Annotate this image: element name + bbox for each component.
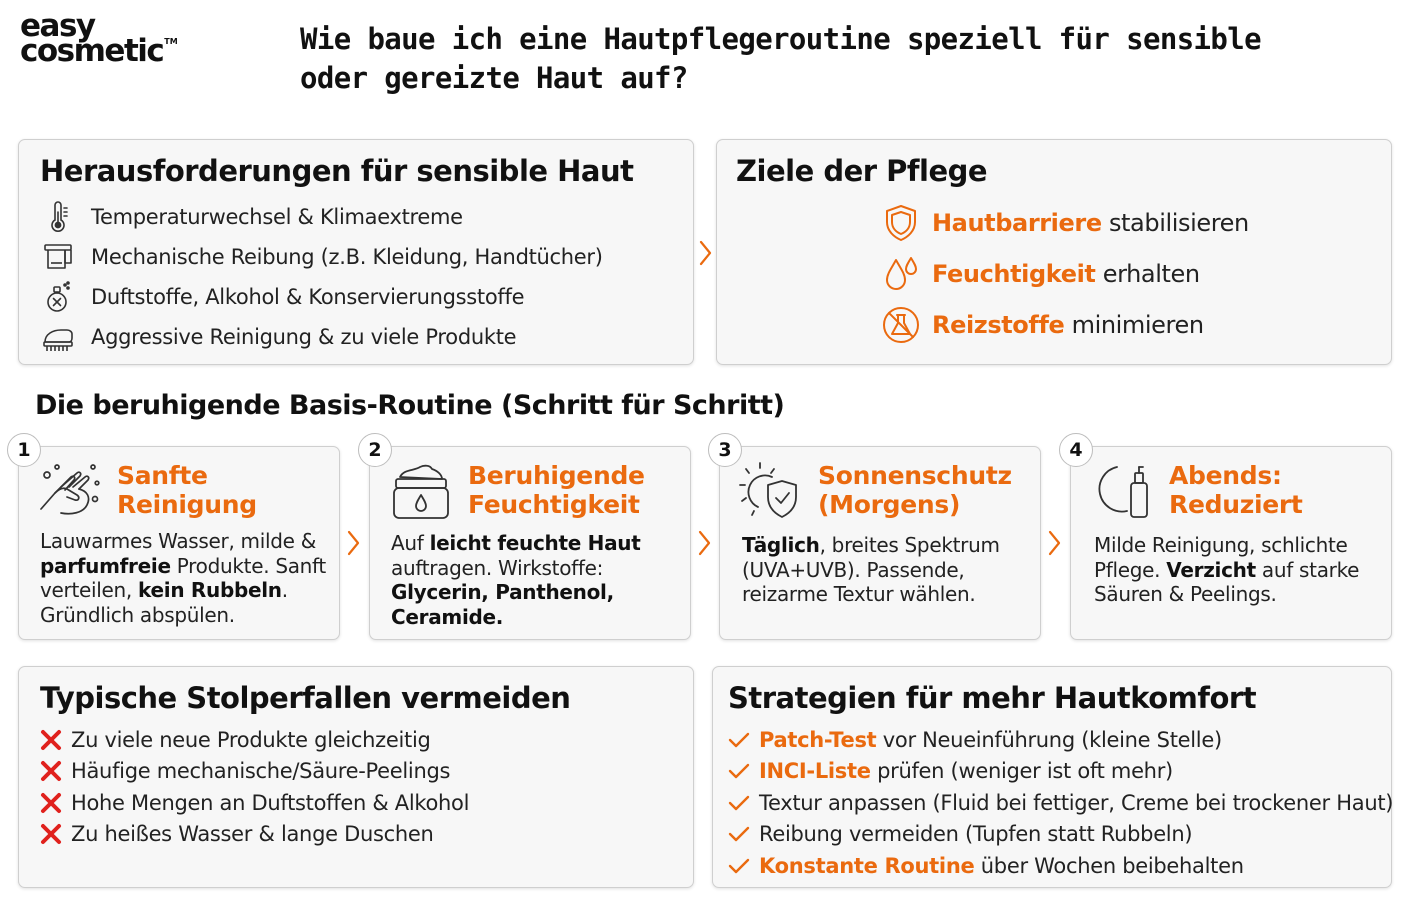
cream-jar-icon (386, 459, 456, 523)
page-title (300, 20, 1300, 98)
strategy-text: Textur anpassen (Fluid bei fettiger, Creme bei trockener Haut) (759, 791, 1394, 815)
strategy-text: prüfen (weniger ist oft mehr) (870, 759, 1173, 783)
brand-logo-line2: cosmetic (20, 33, 164, 70)
chevron-right-icon (695, 528, 715, 558)
goals-heading: Ziele der Pflege (736, 154, 988, 188)
list-item (727, 822, 1192, 846)
strategy-highlight: INCI-Liste (759, 759, 871, 783)
checkmark-icon (727, 854, 751, 878)
cross-icon (39, 822, 63, 846)
step-card-4 (1070, 446, 1392, 640)
washing-hands-icon (35, 459, 105, 523)
pitfall-text: Häufige mechanische/Säure-Peelings (71, 759, 451, 783)
list-item (727, 728, 1222, 752)
cross-icon (39, 759, 63, 783)
challenge-text: Temperaturwechsel & Klimaextreme (91, 205, 463, 229)
pitfalls-card (18, 666, 694, 888)
step-description: Auf leicht feuchte Haut auftragen. Wirkstoffe: Glycerin, Panthenol, Ceramide. (391, 531, 641, 629)
strategy-text: Reibung vermeiden (Tupfen statt Rubbeln) (759, 822, 1193, 846)
list-item (41, 240, 603, 274)
goals-card (716, 139, 1392, 365)
brand-logo-line1: easy (20, 8, 95, 44)
list-item (727, 791, 1393, 815)
checkmark-icon (727, 791, 751, 815)
list-item (39, 759, 450, 783)
sun-shield-icon (736, 459, 806, 523)
challenges-card (18, 139, 694, 365)
goal-highlight: Feuchtigkeit (932, 260, 1096, 288)
checkmark-icon (727, 728, 751, 752)
step-number-badge: 4 (1059, 433, 1093, 467)
strategy-text: vor Neueinführung (kleine Stelle) (876, 728, 1222, 752)
perfume-bottle-icon (41, 280, 75, 314)
thermometer-icon (41, 200, 75, 234)
shield-icon (880, 202, 922, 244)
strategy-highlight: Konstante Routine (759, 854, 975, 878)
strategy-text: über Wochen beibehalten (974, 854, 1244, 878)
page-title-line1: Wie baue ich eine Hautpflegeroutine speziell für sensible (300, 22, 1261, 56)
cross-icon (39, 728, 63, 752)
goal-highlight: Reizstoffe (932, 311, 1065, 339)
goal-item (880, 253, 1200, 295)
trademark-sign: TM (164, 37, 178, 47)
step-number-badge: 2 (358, 433, 392, 467)
goal-rest: minimieren (1064, 311, 1204, 339)
list-item (41, 200, 463, 234)
step-description: Lauwarmes Wasser, milde & parfumfreie Produkte. Sanft verteilen, kein Rubbeln. Gründlich abspülen. (40, 529, 326, 627)
step-card-2 (369, 446, 691, 640)
goal-rest: stabilisieren (1101, 209, 1249, 237)
step-number-badge: 1 (7, 433, 41, 467)
pitfalls-heading: Typische Stolperfallen vermeiden (40, 681, 571, 715)
strategies-heading: Strategien für mehr Hautkomfort (728, 681, 1257, 715)
checkmark-icon (727, 759, 751, 783)
goal-item (880, 304, 1204, 346)
water-drops-icon (880, 253, 922, 295)
goal-item (880, 202, 1249, 244)
list-item (39, 728, 431, 752)
challenges-heading: Herausforderungen für sensible Haut (40, 154, 634, 188)
list-item (727, 854, 1244, 878)
no-irritant-icon (880, 304, 922, 346)
list-item (41, 320, 516, 354)
goal-rest: erhalten (1095, 260, 1200, 288)
step-description: Milde Reinigung, schlichte Pflege. Verzicht auf starke Säuren & Peelings. (1094, 533, 1360, 606)
challenge-text: Aggressive Reinigung & zu viele Produkte (91, 325, 517, 349)
list-item (41, 280, 524, 314)
checkmark-icon (727, 822, 751, 846)
step-description: Täglich, breites Spektrum (UVA+UVB). Passende, reizarme Textur wählen. (742, 533, 1000, 606)
pitfall-text: Zu heißes Wasser & lange Duschen (71, 822, 434, 846)
strategy-highlight: Patch-Test (759, 728, 877, 752)
step-title: Abends: Reduziert (1169, 461, 1303, 519)
strategies-card (712, 666, 1392, 888)
chevron-right-icon (344, 528, 364, 558)
step-card-1 (18, 446, 340, 640)
challenge-text: Mechanische Reibung (z.B. Kleidung, Handtücher) (91, 245, 603, 269)
chevron-right-icon (696, 238, 716, 268)
list-item (727, 759, 1173, 783)
list-item (39, 822, 434, 846)
page-title-line2: oder gereizte Haut auf? (300, 61, 688, 95)
challenge-text: Duftstoffe, Alkohol & Konservierungsstoffe (91, 285, 525, 309)
towel-icon (41, 240, 75, 274)
chevron-right-icon (1045, 528, 1065, 558)
pitfall-text: Zu viele neue Produkte gleichzeitig (71, 728, 431, 752)
pitfall-text: Hohe Mengen an Duftstoffen & Alkohol (71, 791, 470, 815)
step-title: Sanfte Reinigung (117, 461, 257, 519)
step-title: Beruhigende Feuchtigkeit (468, 461, 645, 519)
step-number-badge: 3 (708, 433, 742, 467)
scrub-brush-icon (41, 320, 75, 354)
goal-highlight: Hautbarriere (932, 209, 1102, 237)
cross-icon (39, 791, 63, 815)
list-item (39, 791, 469, 815)
step-title: Sonnenschutz (Morgens) (818, 461, 1012, 519)
brand-logo (20, 8, 190, 70)
routine-heading: Die beruhigende Basis-Routine (Schritt für Schritt) (35, 390, 785, 421)
step-card-3 (719, 446, 1041, 640)
moon-bottle-icon (1087, 459, 1157, 523)
